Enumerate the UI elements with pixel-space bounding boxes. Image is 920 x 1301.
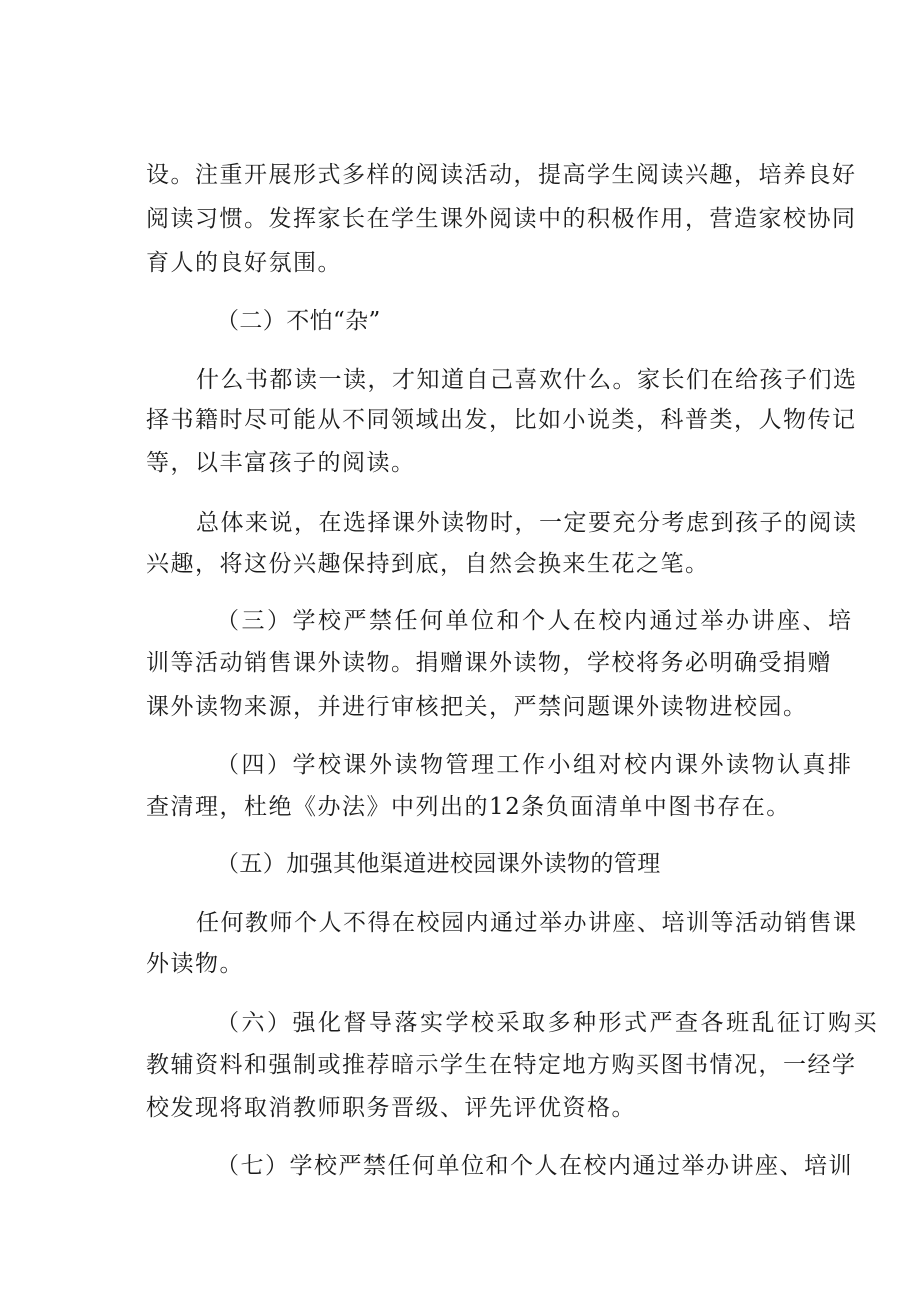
paragraph-line: 育人的良好氛围。	[146, 250, 342, 276]
paragraph-line: 课外读物来源，并进行审核把关，严禁问题课外读物进校园。	[146, 694, 808, 720]
paragraph-line: 校发现将取消教师职务晋级、评先评优资格。	[146, 1095, 636, 1121]
paragraph-line: 兴趣，将这份兴趣保持到底，自然会换来生花之笔。	[146, 551, 710, 577]
paragraph-line: 阅读习惯。发挥家长在学生课外阅读中的积极作用，营造家校协同	[146, 206, 857, 232]
paragraph-line: 外读物。	[146, 951, 244, 977]
paragraph-line: （四）学校课外读物管理工作小组对校内课外读物认真排	[216, 752, 854, 778]
section-heading: （五）加强其他渠道进校园课外读物的管理	[216, 851, 661, 877]
paragraph-line: 任何教师个人不得在校园内通过举办讲座、培训等活动销售课	[196, 910, 858, 936]
paragraph-line: 等，以丰富孩子的阅读。	[146, 450, 416, 476]
section-heading: （二）不怕“杂”	[216, 308, 381, 334]
paragraph-line: （六）强化督导落实学校采取多种形式严查各班乱征订购买	[216, 1010, 879, 1036]
paragraph-line: 总体来说，在选择课外读物时，一定要充分考虑到孩子的阅读	[196, 510, 858, 536]
paragraph-line: 择书籍时尽可能从不同领域出发，比如小说类，科普类，人物传记	[146, 407, 857, 433]
paragraph-line: 什么书都读一读，才知道自己喜欢什么。家长们在给孩子们选	[196, 367, 858, 393]
paragraph-line: 设。注重开展形式多样的阅读活动，提高学生阅读兴趣，培养良好	[146, 162, 857, 188]
paragraph-line: （三）学校严禁任何单位和个人在校内通过举办讲座、培	[216, 608, 854, 634]
paragraph-line: 训等活动销售课外读物。捐赠课外读物，学校将务必明确受捐赠	[146, 650, 832, 676]
paragraph-line: 教辅资料和强制或推荐暗示学生在特定地方购买图书情况，一经学	[146, 1052, 857, 1078]
paragraph-line: （七）学校严禁任何单位和个人在校内通过举办讲座、培训	[216, 1153, 853, 1179]
paragraph-line: 查清理，杜绝《办法》中列出的12条负面清单中图书存在。	[146, 794, 791, 820]
